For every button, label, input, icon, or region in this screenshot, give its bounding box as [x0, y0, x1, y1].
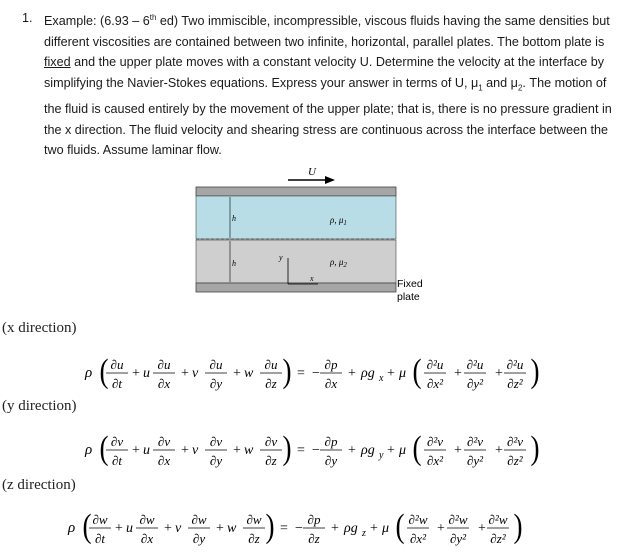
y-eq-equals: = — [297, 443, 305, 458]
z-eq-dx-denominator: ∂x — [140, 531, 154, 546]
z-direction-label: (z direction) — [2, 477, 76, 493]
z-eq-d2y-numerator: ∂²w — [448, 512, 468, 527]
x-eq-d2z-denominator: ∂z² — [507, 376, 523, 391]
fluid-2-properties: ρ, $\mu_2$ — [330, 257, 347, 269]
x-eq-lparen: ( — [99, 352, 109, 390]
x-eq-plus3: + — [233, 366, 241, 381]
z-eq-d2y-denominator: ∂y² — [449, 531, 467, 546]
y-eq-mu: μ — [399, 443, 407, 458]
fixed-plate-label-2: plate — [397, 291, 420, 303]
y-eq-lparen2: ( — [412, 429, 422, 467]
x-eq-dy-denominator: ∂y — [209, 376, 223, 391]
x-eq-plus2: + — [181, 366, 189, 381]
y-eq-plus7: + — [495, 443, 503, 458]
x-eq-dx-numerator: ∂u — [157, 357, 171, 372]
y-eq-dx-numerator: ∂v — [157, 434, 171, 449]
y-eq-plus2: + — [181, 443, 189, 458]
y-eq-d2y-denominator: ∂y² — [466, 453, 484, 468]
z-eq-dt-denominator: ∂t — [94, 531, 106, 546]
y-eq-dt-denominator: ∂t — [111, 453, 123, 468]
z-eq-dy-numerator: ∂w — [191, 512, 207, 527]
velocity-label: U — [308, 166, 316, 178]
y-eq-lparen: ( — [99, 429, 109, 467]
fixed-plate-label-1: Fixed — [397, 278, 423, 290]
y-eq-dz-denominator: ∂z — [265, 453, 277, 468]
x-eq-dz-denominator: ∂z — [265, 376, 277, 391]
y-eq-dy-denominator: ∂y — [209, 453, 223, 468]
y-eq-minus: − — [312, 443, 320, 458]
x-eq-d2y-denominator: ∂y² — [466, 376, 484, 391]
text-part-4: . The motion of the fluid is caused entirely by the movement of the upper plate; that is, there is no pressure gradient in the x direction. The fluid velocity and shearing stress are continuous across the interface between the two fluids. Assume laminar flow. — [44, 75, 612, 158]
h2-label: h — [232, 259, 236, 268]
problem-number: 1. — [22, 11, 33, 25]
x-eq-dx-denominator: ∂x — [157, 376, 171, 391]
z-eq-gravity-sub: z — [362, 528, 366, 539]
x-eq-gravity: ρg — [361, 366, 375, 381]
x-eq-dt-numerator: ∂u — [110, 357, 124, 372]
x-eq-minus: − — [312, 366, 320, 381]
z-eq-v-coef: v — [175, 521, 182, 536]
z-eq-d2x-denominator: ∂x² — [409, 531, 427, 546]
z-eq-d2z-numerator: ∂²w — [488, 512, 508, 527]
z-eq-rparen2: ) — [513, 507, 523, 545]
z-eq-dz-denominator: ∂z — [248, 531, 260, 546]
z-eq-lparen2: ( — [395, 507, 405, 545]
z-eq-dp-numerator: ∂p — [307, 512, 321, 527]
x-eq-w-coef: w — [244, 366, 254, 381]
y-eq-rparen: ) — [282, 429, 292, 467]
mu2-subscript: 2 — [517, 83, 523, 93]
z-eq-dy-denominator: ∂y — [192, 531, 206, 546]
x-eq-rparen2: ) — [530, 352, 540, 390]
text-part-2: and the upper plate moves with a constant velocity U. Determine the velocity at the interface by simplifying the Navier-Stokes equations. Express your answer in terms of U, μ — [44, 55, 605, 90]
x-eq-dp-denominator: ∂x — [324, 376, 338, 391]
y-eq-d2z-denominator: ∂z² — [507, 453, 523, 468]
x-eq-equals: = — [297, 366, 305, 381]
z-eq-dp-denominator: ∂z — [308, 531, 320, 546]
y-eq-dp-numerator: ∂p — [324, 434, 338, 449]
y-eq-dy-numerator: ∂v — [209, 434, 223, 449]
z-eq-gravity: ρg — [344, 521, 358, 536]
y-eq-rparen2: ) — [530, 429, 540, 467]
y-axis-label: y — [279, 253, 283, 262]
y-eq-v-coef: v — [192, 443, 199, 458]
underlined-fixed: fixed — [44, 55, 71, 70]
z-eq-rho: ρ — [68, 520, 76, 536]
x-eq-d2x-denominator: ∂x² — [426, 376, 444, 391]
z-eq-mu: μ — [382, 521, 390, 536]
x-eq-u-coef: u — [143, 366, 150, 381]
x-eq-plus5: + — [387, 366, 395, 381]
z-eq-lparen: ( — [82, 507, 92, 545]
x-eq-d2z-numerator: ∂²u — [506, 357, 524, 372]
z-eq-plus3: + — [216, 521, 224, 536]
x-eq-d2y-numerator: ∂²u — [466, 357, 484, 372]
z-eq-plus2: + — [164, 521, 172, 536]
z-eq-dz-numerator: ∂w — [246, 512, 262, 527]
text-part-3: and μ — [482, 75, 518, 90]
z-eq-plus5: + — [370, 521, 378, 536]
text-intro: Example: (6.93 – 6 — [44, 14, 150, 29]
z-eq-equals: = — [280, 521, 288, 536]
x-eq-plus1: + — [132, 366, 140, 381]
x-eq-lparen2: ( — [412, 352, 422, 390]
x-axis-label: x — [310, 274, 314, 283]
z-eq-plus6: + — [437, 521, 445, 536]
x-eq-dp-numerator: ∂p — [324, 357, 338, 372]
x-eq-dy-numerator: ∂u — [209, 357, 223, 372]
y-eq-w-coef: w — [244, 443, 254, 458]
fluid-1-properties: ρ, $\mu_1$ — [330, 215, 347, 227]
y-eq-plus3: + — [233, 443, 241, 458]
x-eq-mu: μ — [399, 366, 407, 381]
x-eq-v-coef: v — [192, 366, 199, 381]
y-eq-gravity: ρg — [361, 443, 375, 458]
y-eq-dx-denominator: ∂x — [157, 453, 171, 468]
z-eq-w-coef: w — [227, 521, 237, 536]
z-eq-d2x-numerator: ∂²w — [408, 512, 428, 527]
x-eq-rparen: ) — [282, 352, 292, 390]
y-eq-dp-denominator: ∂y — [324, 453, 338, 468]
x-eq-rho: ρ — [85, 365, 93, 381]
mu1-subscript: 1 — [478, 83, 483, 93]
y-eq-plus6: + — [454, 443, 462, 458]
x-eq-dz-numerator: ∂u — [264, 357, 278, 372]
z-eq-u-coef: u — [126, 521, 133, 536]
y-eq-rho: ρ — [85, 442, 93, 458]
x-eq-plus6: + — [454, 366, 462, 381]
text-part-1: ed) Two immiscible, incompressible, viscous fluids having the same densities but different viscosities are contained between two infinite, horizontal, parallel plates. The bottom plate is — [44, 14, 610, 49]
z-eq-plus4: + — [331, 521, 339, 536]
z-eq-d2z-denominator: ∂z² — [490, 531, 506, 546]
x-direction-label: (x direction) — [2, 320, 77, 336]
y-eq-d2y-numerator: ∂²v — [466, 434, 484, 449]
x-eq-plus4: + — [348, 366, 356, 381]
z-eq-dx-numerator: ∂w — [139, 512, 155, 527]
y-eq-u-coef: u — [143, 443, 150, 458]
y-eq-d2x-numerator: ∂²v — [426, 434, 444, 449]
y-eq-plus1: + — [132, 443, 140, 458]
y-eq-plus5: + — [387, 443, 395, 458]
z-eq-rparen: ) — [265, 507, 275, 545]
y-direction-label: (y direction) — [2, 398, 77, 414]
y-eq-dt-numerator: ∂v — [110, 434, 124, 449]
z-eq-plus1: + — [115, 521, 123, 536]
z-eq-plus7: + — [478, 521, 486, 536]
y-eq-d2z-numerator: ∂²v — [506, 434, 524, 449]
y-eq-d2x-denominator: ∂x² — [426, 453, 444, 468]
h1-label: h — [232, 214, 236, 223]
edition-superscript: th — [149, 13, 157, 22]
z-eq-dt-numerator: ∂w — [92, 512, 108, 527]
x-eq-dt-denominator: ∂t — [111, 376, 123, 391]
x-eq-gravity-sub: x — [379, 373, 384, 384]
y-eq-dz-numerator: ∂v — [264, 434, 278, 449]
x-eq-plus7: + — [495, 366, 503, 381]
x-eq-d2x-numerator: ∂²u — [426, 357, 444, 372]
z-eq-minus: − — [295, 521, 303, 536]
y-eq-gravity-sub: y — [379, 450, 384, 461]
y-eq-plus4: + — [348, 443, 356, 458]
